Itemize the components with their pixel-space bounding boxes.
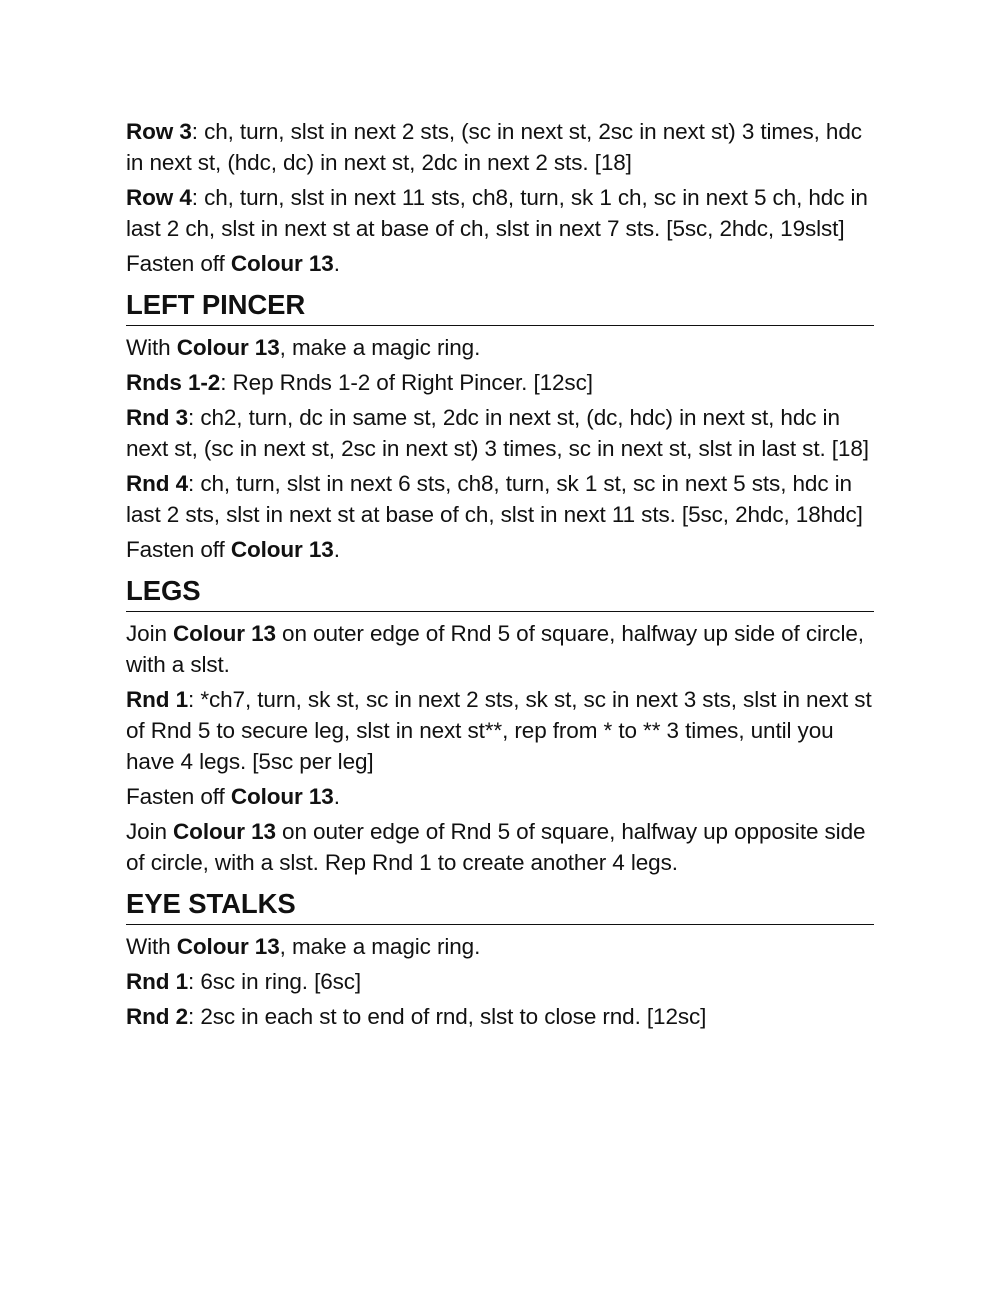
instruction-paragraph <box>126 332 874 363</box>
instruction-text: : ch, turn, slst in next 6 sts, ch8, turn, sk 1 st, sc in next 5 sts, hdc in last 2 sts, slst in next st at base of ch, slst in next 11 sts. [5sc, 2hdc, 18hdc] <box>126 471 863 527</box>
instruction-text: With <box>126 335 177 360</box>
instruction-paragraph <box>126 781 874 812</box>
instruction-paragraph <box>126 966 874 997</box>
instruction-paragraph <box>126 182 874 244</box>
instruction-paragraph <box>126 684 874 777</box>
instruction-paragraph <box>126 534 874 565</box>
instruction-text: : ch, turn, slst in next 11 sts, ch8, turn, sk 1 ch, sc in next 5 ch, hdc in last 2 ch, slst in next st at base of ch, slst in next 7 sts. [5sc, 2hdc, 19slst] <box>126 185 868 241</box>
instruction-text: , make a magic ring. <box>279 934 481 959</box>
instruction-text: . <box>333 251 340 276</box>
instruction-paragraph <box>126 618 874 680</box>
instruction-text: . <box>333 537 340 562</box>
bold-label: Colour 13 <box>230 537 334 562</box>
bold-label: Colour 13 <box>176 934 280 959</box>
section-heading: LEGS <box>126 575 874 612</box>
bold-label: Rnd 1 <box>126 687 189 712</box>
instruction-text: on outer edge of Rnd 5 of square, halfway up side of circle, with a slst. <box>126 621 864 677</box>
pattern-page <box>126 116 874 1036</box>
bold-label: Row 3 <box>126 119 192 144</box>
instruction-paragraph <box>126 116 874 178</box>
instruction-text: , make a magic ring. <box>279 335 481 360</box>
instruction-paragraph <box>126 248 874 279</box>
instruction-paragraph <box>126 816 874 878</box>
instruction-text: . <box>333 784 340 809</box>
bold-label: Colour 13 <box>173 819 276 844</box>
instruction-paragraph <box>126 931 874 962</box>
bold-label: Rnd 2 <box>126 1004 189 1029</box>
bold-label: Colour 13 <box>230 251 334 276</box>
bold-label: Colour 13 <box>173 621 276 646</box>
instruction-text: Fasten off <box>126 251 231 276</box>
instruction-text: With <box>126 934 177 959</box>
bold-label: Colour 13 <box>230 784 334 809</box>
section-heading: EYE STALKS <box>126 888 874 925</box>
instruction-text: : ch, turn, slst in next 2 sts, (sc in next st, 2sc in next st) 3 times, hdc in next st, (hdc, dc) in next st, 2dc in next 2 sts. [18] <box>126 119 862 175</box>
bold-label: Rnd 4 <box>126 471 189 496</box>
instruction-paragraph <box>126 468 874 530</box>
instruction-text: Join <box>126 621 174 646</box>
instruction-paragraph <box>126 1001 874 1032</box>
bold-label: Rnd 1 <box>126 969 189 994</box>
instruction-text: : ch2, turn, dc in same st, 2dc in next st, (dc, hdc) in next st, hdc in next st, (sc in next st, 2sc in next st) 3 times, sc in next st, slst in last st. [18] <box>126 405 869 461</box>
instruction-paragraph <box>126 402 874 464</box>
instruction-text: Fasten off <box>126 784 231 809</box>
bold-label: Row 4 <box>126 185 192 210</box>
bold-label: Rnd 3 <box>126 405 189 430</box>
instruction-paragraph <box>126 367 874 398</box>
instruction-text: : 2sc in each st to end of rnd, slst to close rnd. [12sc] <box>188 1004 707 1029</box>
bold-label: Colour 13 <box>176 335 280 360</box>
instruction-text: on outer edge of Rnd 5 of square, halfway up opposite side of circle, with a slst. Rep Rnd 1 to create another 4 legs. <box>126 819 866 875</box>
instruction-text: : *ch7, turn, sk st, sc in next 2 sts, sk st, sc in next 3 sts, slst in next st of Rnd 5 to secure leg, slst in next st**, rep from * to ** 3 times, until you have 4 legs. [5sc per leg] <box>126 687 872 774</box>
instruction-text: Join <box>126 819 174 844</box>
bold-label: Rnds 1-2 <box>126 370 221 395</box>
instruction-text: Fasten off <box>126 537 231 562</box>
section-heading: LEFT PINCER <box>126 289 874 326</box>
instruction-text: : 6sc in ring. [6sc] <box>188 969 362 994</box>
instruction-text: : Rep Rnds 1-2 of Right Pincer. [12sc] <box>220 370 593 395</box>
